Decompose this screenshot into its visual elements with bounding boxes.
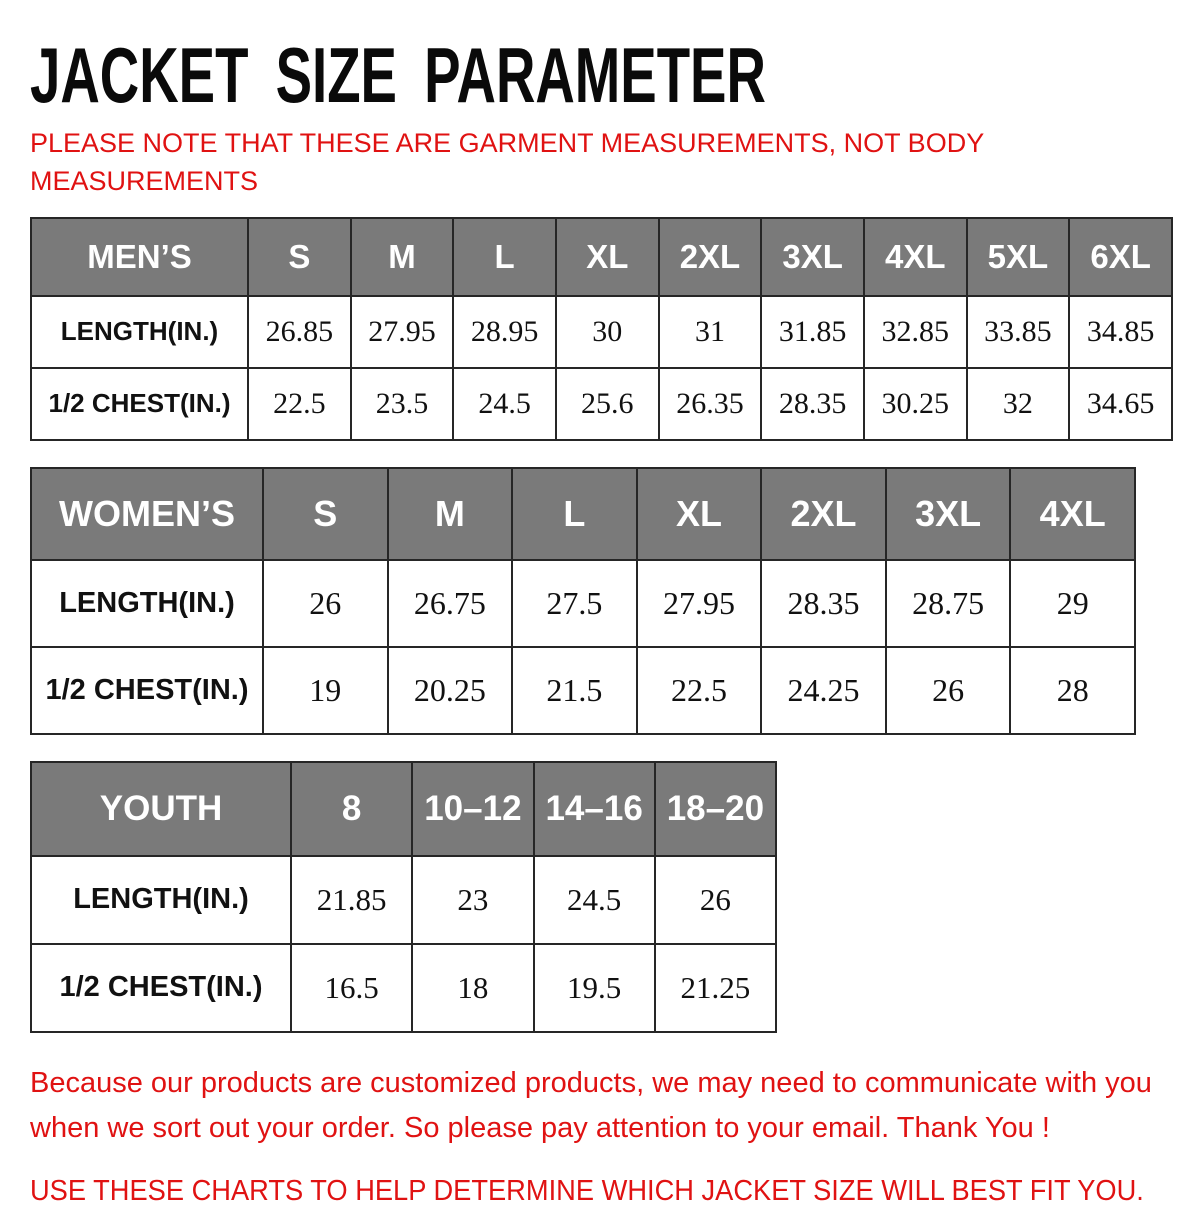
value-cell: 16.5 [291,944,412,1032]
value-cell: 26.35 [659,368,762,440]
value-cell: 31 [659,296,762,368]
value-cell: 28.95 [453,296,556,368]
value-cell: 24.5 [534,856,655,944]
value-cell: 23 [412,856,533,944]
size-header-cell: S [248,218,351,296]
size-header-cell: XL [637,468,762,560]
size-header-cell: L [453,218,556,296]
size-header-cell: 14–16 [534,762,655,856]
table-title-youth: YOUTH [31,762,291,856]
size-header-cell: M [388,468,513,560]
size-header-cell: 2XL [761,468,886,560]
value-cell: 30.25 [864,368,967,440]
value-cell: 32.85 [864,296,967,368]
value-cell: 29 [1010,560,1135,647]
value-cell: 26.85 [248,296,351,368]
value-cell: 24.5 [453,368,556,440]
value-cell: 24.25 [761,647,886,734]
size-header-cell: 2XL [659,218,762,296]
value-cell: 26 [263,560,388,647]
notice-line-1: Because our products are customized products, we may need to communicate with you [30,1066,1152,1099]
header-row-womens [31,468,1135,560]
row-label-cell: 1/2 CHEST(IN.) [31,368,248,440]
tables [30,217,1172,1033]
page-title: JACKET SIZE PARAMETER [30,31,766,119]
size-header-cell: M [351,218,454,296]
value-cell: 28 [1010,647,1135,734]
table-row [31,944,776,1032]
size-table-mens [30,217,1173,441]
value-cell: 22.5 [248,368,351,440]
value-cell: 19.5 [534,944,655,1032]
row-label-cell: LENGTH(IN.) [31,296,248,368]
size-header-cell: 4XL [864,218,967,296]
table-row [31,296,1172,368]
custom-order-notice [30,1061,1172,1151]
value-cell: 32 [967,368,1070,440]
row-label-cell: 1/2 CHEST(IN.) [31,647,263,734]
value-cell: 28.35 [761,560,886,647]
size-header-cell: 4XL [1010,468,1135,560]
size-header-cell: 8 [291,762,412,856]
value-cell: 31.85 [761,296,864,368]
row-label-cell: 1/2 CHEST(IN.) [31,944,291,1032]
garment-measurement-note [30,124,1172,201]
table-title-mens: MEN’S [31,218,248,296]
value-cell: 26 [655,856,776,944]
size-table-youth [30,761,777,1033]
size-table-womens [30,467,1136,735]
value-cell: 21.25 [655,944,776,1032]
value-cell: 28.35 [761,368,864,440]
notice-line-2: when we sort out your order. So please pay attention to your email. Thank You ! [30,1111,1050,1144]
value-cell: 27.95 [637,560,762,647]
value-cell: 22.5 [637,647,762,734]
value-cell: 34.85 [1069,296,1172,368]
table-row [31,560,1135,647]
note-line-2: MEASUREMENTS [30,166,259,197]
size-header-cell: 3XL [886,468,1011,560]
value-cell: 33.85 [967,296,1070,368]
value-cell: 26 [886,647,1011,734]
size-header-cell: 6XL [1069,218,1172,296]
table-row [31,856,776,944]
value-cell: 21.85 [291,856,412,944]
size-header-cell: 10–12 [412,762,533,856]
fit-advice: USE THESE CHARTS TO HELP DETERMINE WHICH JACKET SIZE WILL BEST FIT YOU. [30,1174,1144,1207]
header-row-youth [31,762,776,856]
table-row [31,647,1135,734]
size-header-cell: S [263,468,388,560]
size-header-cell: 5XL [967,218,1070,296]
size-header-cell: 3XL [761,218,864,296]
header-row-mens [31,218,1172,296]
value-cell: 27.5 [512,560,637,647]
row-label-cell: LENGTH(IN.) [31,560,263,647]
table-title-womens: WOMEN’S [31,468,263,560]
value-cell: 19 [263,647,388,734]
value-cell: 34.65 [1069,368,1172,440]
note-line-1: PLEASE NOTE THAT THESE ARE GARMENT MEASUREMENTS, NOT BODY [30,128,985,159]
value-cell: 21.5 [512,647,637,734]
size-header-cell: L [512,468,637,560]
value-cell: 27.95 [351,296,454,368]
value-cell: 26.75 [388,560,513,647]
row-label-cell: LENGTH(IN.) [31,856,291,944]
value-cell: 20.25 [388,647,513,734]
size-header-cell: 18–20 [655,762,776,856]
size-header-cell: XL [556,218,659,296]
table-row [31,368,1172,440]
value-cell: 18 [412,944,533,1032]
value-cell: 30 [556,296,659,368]
value-cell: 28.75 [886,560,1011,647]
value-cell: 25.6 [556,368,659,440]
value-cell: 23.5 [351,368,454,440]
